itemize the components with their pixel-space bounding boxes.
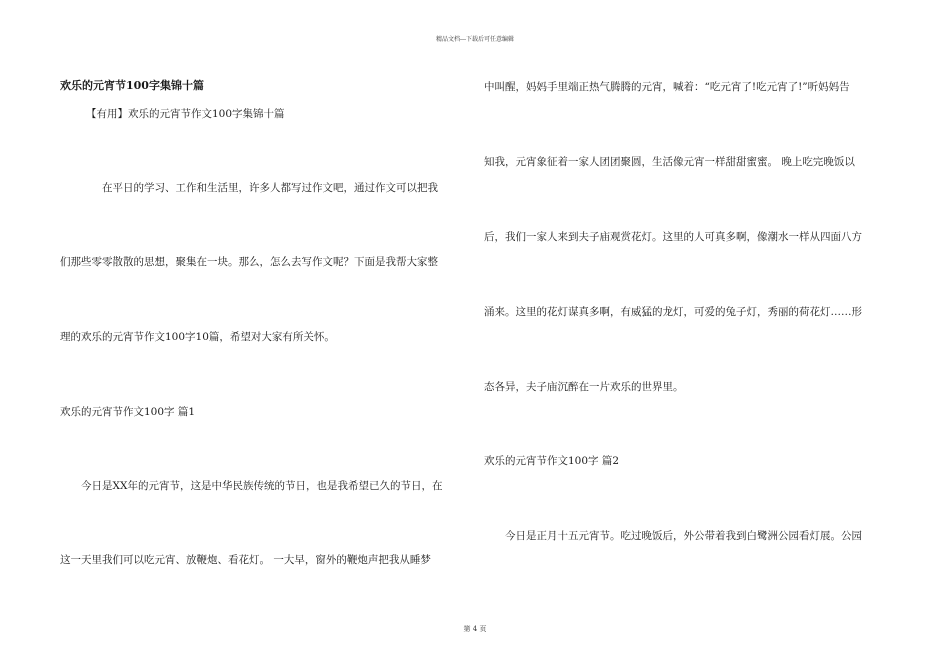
paragraph-line: 今日是XX年的元宵节，这是中华民族传统的节日，也是我希望已久的节日，在 xyxy=(81,480,443,492)
paragraph-line: 在平日的学习、工作和生活里，许多人都写过作文吧，通过作文可以把我 xyxy=(102,182,438,194)
section-heading: 欢乐的元宵节作文100字 篇1 xyxy=(60,406,196,418)
subtitle-line: 【有用】欢乐的元宵节作文100字集锦十篇 xyxy=(86,108,285,120)
paragraph-line: 态各异，夫子庙沉醉在一片欢乐的世界里。 xyxy=(484,381,684,393)
paragraph-line: 这一天里我们可以吃元宵、放鞭炮、看花灯。 一大早，窗外的鞭炮声把我从睡梦 xyxy=(60,554,431,566)
document-title: 欢乐的元宵节100字集锦十篇 xyxy=(60,79,204,92)
section-heading: 欢乐的元宵节作文100字 篇2 xyxy=(484,455,620,467)
paragraph-line: 中叫醒，妈妈手里端正热气腾腾的元宵，喊着：“吃元宵了!吃元宵了!”听妈妈告 xyxy=(484,81,850,93)
page-footer: 第 4 页 xyxy=(463,625,487,633)
paragraph-line: 涌来。这里的花灯谋真多啊，有威猛的龙灯，可爱的兔子灯，秀丽的荷花灯……形 xyxy=(484,306,862,318)
paragraph-line: 理的欢乐的元宵节作文100字10篇，希望对大家有所关怀。 xyxy=(60,331,335,343)
page-header: 精品文档---下载后可任意编辑 xyxy=(435,36,515,43)
paragraph-line: 今日是正月十五元宵节。吃过晚饭后，外公带着我到白鹭洲公园看灯展。公园 xyxy=(505,530,862,542)
paragraph-line: 知我，元宵象征着一家人团团聚圆，生活像元宵一样甜甜蜜蜜。 晚上吃完晚饭以 xyxy=(484,156,855,168)
paragraph-line: 后，我们一家人来到夫子庙观赏花灯。这里的人可真多啊，像潮水一样从四面八方 xyxy=(484,231,862,243)
paragraph-line: 们那些零零散散的思想，聚集在一块。那么，怎么去写作文呢？下面是我帮大家整 xyxy=(60,256,438,268)
